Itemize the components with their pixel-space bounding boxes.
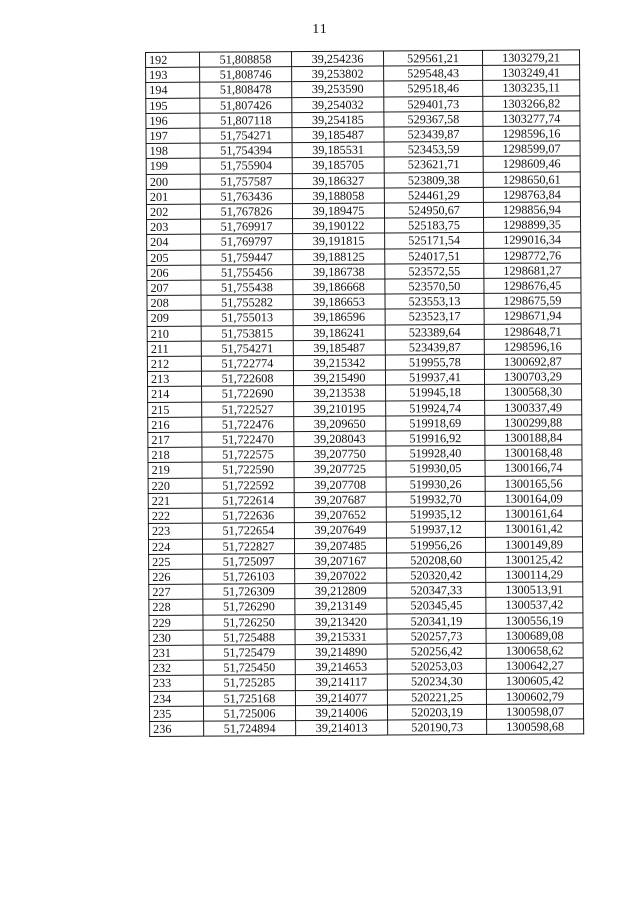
point-number-cell: 230: [149, 630, 203, 646]
point-number-cell: 223: [148, 523, 202, 539]
y-coordinate-cell: 1300598,68: [487, 719, 584, 735]
point-number-cell: 196: [146, 113, 200, 129]
y-coordinate-cell: 1303235,11: [483, 80, 580, 96]
longitude-cell: 39,213149: [295, 598, 387, 614]
y-coordinate-cell: 1298681,27: [484, 263, 581, 279]
x-coordinate-cell: 519937,41: [385, 370, 484, 386]
longitude-cell: 39,207725: [294, 462, 386, 478]
y-coordinate-cell: 1300556,19: [486, 612, 583, 628]
y-coordinate-cell: 1300299,88: [485, 415, 582, 431]
y-coordinate-cell: 1303279,21: [482, 50, 579, 66]
coordinates-table-body: [146, 50, 584, 737]
point-number-cell: 200: [146, 174, 200, 190]
y-coordinate-cell: 1298596,16: [484, 339, 581, 355]
longitude-cell: 39,186241: [293, 325, 385, 341]
point-number-cell: 234: [149, 691, 203, 707]
point-number-cell: 220: [148, 478, 202, 494]
longitude-cell: 39,186653: [293, 294, 385, 310]
longitude-cell: 39,185487: [293, 340, 385, 356]
latitude-cell: 51,722654: [202, 523, 294, 539]
y-coordinate-cell: 1298596,16: [483, 126, 580, 142]
x-coordinate-cell: 520203,19: [387, 704, 486, 720]
x-coordinate-cell: 524950,67: [384, 202, 483, 218]
point-number-cell: 194: [146, 83, 200, 99]
latitude-cell: 51,755438: [201, 280, 293, 296]
x-coordinate-cell: 525183,75: [385, 218, 484, 234]
longitude-cell: 39,186668: [293, 279, 385, 295]
longitude-cell: 39,186596: [293, 309, 385, 325]
y-coordinate-cell: 1300605,42: [486, 673, 583, 689]
point-number-cell: 205: [147, 250, 201, 266]
point-number-cell: 201: [146, 189, 200, 205]
latitude-cell: 51,755282: [201, 295, 293, 311]
x-coordinate-cell: 523572,55: [385, 263, 484, 279]
latitude-cell: 51,769917: [201, 219, 293, 235]
point-number-cell: 221: [148, 493, 202, 509]
longitude-cell: 39,254032: [292, 97, 384, 113]
x-coordinate-cell: 525171,54: [385, 233, 484, 249]
latitude-cell: 51,724894: [204, 721, 296, 737]
point-number-cell: 217: [148, 432, 202, 448]
x-coordinate-cell: 519956,26: [386, 537, 485, 553]
x-coordinate-cell: 523621,71: [384, 157, 483, 173]
longitude-cell: 39,254185: [292, 112, 384, 128]
point-number-cell: 225: [149, 554, 203, 570]
point-number-cell: 206: [147, 265, 201, 281]
point-number-cell: 215: [148, 402, 202, 418]
x-coordinate-cell: 519930,26: [386, 476, 485, 492]
latitude-cell: 51,808746: [200, 67, 292, 83]
x-coordinate-cell: 520253,03: [387, 659, 486, 675]
latitude-cell: 51,722592: [202, 477, 294, 493]
latitude-cell: 51,725006: [203, 705, 295, 721]
longitude-cell: 39,215490: [293, 370, 385, 386]
y-coordinate-cell: 1300692,87: [484, 354, 581, 370]
point-number-cell: 211: [147, 341, 201, 357]
x-coordinate-cell: 523439,87: [385, 339, 484, 355]
latitude-cell: 51,807426: [200, 97, 292, 113]
x-coordinate-cell: 520256,42: [387, 643, 486, 659]
x-coordinate-cell: 523809,38: [384, 172, 483, 188]
x-coordinate-cell: 523523,17: [385, 309, 484, 325]
longitude-cell: 39,207652: [294, 507, 386, 523]
y-coordinate-cell: 1300568,30: [485, 384, 582, 400]
latitude-cell: 51,807118: [200, 112, 292, 128]
x-coordinate-cell: 519937,12: [386, 522, 485, 538]
latitude-cell: 51,725450: [203, 660, 295, 676]
y-coordinate-cell: 1300188,84: [485, 430, 582, 446]
latitude-cell: 51,722470: [202, 432, 294, 448]
y-coordinate-cell: 1298609,46: [483, 156, 580, 172]
latitude-cell: 51,722636: [202, 508, 294, 524]
longitude-cell: 39,189475: [292, 203, 384, 219]
x-coordinate-cell: 519935,12: [386, 507, 485, 523]
point-number-cell: 199: [146, 159, 200, 175]
point-number-cell: 219: [148, 463, 202, 479]
longitude-cell: 39,214013: [296, 720, 388, 736]
point-number-cell: 216: [148, 417, 202, 433]
latitude-cell: 51,808858: [200, 52, 292, 68]
y-coordinate-cell: 1298763,84: [483, 187, 580, 203]
x-coordinate-cell: 519932,70: [386, 491, 485, 507]
point-number-cell: 226: [149, 569, 203, 585]
point-number-cell: 212: [147, 356, 201, 372]
longitude-cell: 39,190122: [293, 218, 385, 234]
point-number-cell: 207: [147, 280, 201, 296]
y-coordinate-cell: 1300337,49: [485, 400, 582, 416]
point-number-cell: 202: [146, 204, 200, 220]
point-number-cell: 210: [147, 326, 201, 342]
latitude-cell: 51,754271: [200, 128, 292, 144]
x-coordinate-cell: 529561,21: [383, 50, 482, 66]
x-coordinate-cell: 519916,92: [386, 431, 485, 447]
y-coordinate-cell: 1303277,74: [483, 111, 580, 127]
longitude-cell: 39,214117: [295, 674, 387, 690]
y-coordinate-cell: 1298772,76: [484, 247, 581, 263]
x-coordinate-cell: 520320,42: [387, 567, 486, 583]
longitude-cell: 39,208043: [294, 431, 386, 447]
x-coordinate-cell: 523389,64: [385, 324, 484, 340]
y-coordinate-cell: 1300602,79: [486, 688, 583, 704]
point-number-cell: 228: [149, 599, 203, 615]
point-number-cell: 198: [146, 143, 200, 159]
point-number-cell: 227: [149, 584, 203, 600]
latitude-cell: 51,769797: [201, 234, 293, 250]
point-number-cell: 222: [148, 508, 202, 524]
latitude-cell: 51,722608: [201, 371, 293, 387]
latitude-cell: 51,753815: [201, 325, 293, 341]
x-coordinate-cell: 519945,18: [386, 385, 485, 401]
point-number-cell: 209: [147, 311, 201, 327]
longitude-cell: 39,185705: [292, 157, 384, 173]
point-number-cell: 235: [149, 706, 203, 722]
longitude-cell: 39,185487: [292, 127, 384, 143]
latitude-cell: 51,725479: [203, 645, 295, 661]
page-number: 11: [312, 22, 328, 37]
y-coordinate-cell: 1298676,45: [484, 278, 581, 294]
latitude-cell: 51,722590: [202, 462, 294, 478]
point-number-cell: 208: [147, 295, 201, 311]
x-coordinate-cell: 520208,60: [387, 552, 486, 568]
point-number-cell: 218: [148, 447, 202, 463]
longitude-cell: 39,214890: [295, 644, 387, 660]
latitude-cell: 51,722575: [202, 447, 294, 463]
y-coordinate-cell: 1298675,59: [484, 293, 581, 309]
longitude-cell: 39,210195: [294, 401, 386, 417]
x-coordinate-cell: 523453,59: [384, 142, 483, 158]
table-row: [150, 719, 584, 737]
latitude-cell: 51,767826: [200, 204, 292, 220]
y-coordinate-cell: 1303249,41: [483, 65, 580, 81]
x-coordinate-cell: 523439,87: [384, 126, 483, 142]
x-coordinate-cell: 520345,45: [387, 598, 486, 614]
y-coordinate-cell: 1300703,29: [484, 369, 581, 385]
x-coordinate-cell: 520341,19: [387, 613, 486, 629]
x-coordinate-cell: 523570,50: [385, 278, 484, 294]
longitude-cell: 39,186327: [292, 173, 384, 189]
x-coordinate-cell: 519924,74: [386, 400, 485, 416]
latitude-cell: 51,755904: [200, 158, 292, 174]
latitude-cell: 51,726290: [203, 599, 295, 615]
longitude-cell: 39,253590: [292, 81, 384, 97]
latitude-cell: 51,726250: [203, 614, 295, 630]
longitude-cell: 39,207022: [295, 568, 387, 584]
longitude-cell: 39,209650: [294, 416, 386, 432]
y-coordinate-cell: 1298671,94: [484, 308, 581, 324]
longitude-cell: 39,214006: [295, 705, 387, 721]
longitude-cell: 39,214653: [295, 659, 387, 675]
x-coordinate-cell: 519918,69: [386, 415, 485, 431]
y-coordinate-cell: 1300125,42: [486, 552, 583, 568]
longitude-cell: 39,188058: [292, 188, 384, 204]
y-coordinate-cell: 1300168,48: [485, 445, 582, 461]
longitude-cell: 39,207485: [294, 538, 386, 554]
x-coordinate-cell: 529401,73: [384, 96, 483, 112]
y-coordinate-cell: 1300166,74: [485, 460, 582, 476]
y-coordinate-cell: 1298899,35: [484, 217, 581, 233]
latitude-cell: 51,722614: [202, 492, 294, 508]
latitude-cell: 51,725097: [203, 553, 295, 569]
latitude-cell: 51,726103: [203, 569, 295, 585]
latitude-cell: 51,759447: [201, 249, 293, 265]
longitude-cell: 39,215331: [295, 629, 387, 645]
point-number-cell: 195: [146, 98, 200, 114]
x-coordinate-cell: 520347,33: [387, 583, 486, 599]
y-coordinate-cell: 1303266,82: [483, 95, 580, 111]
x-coordinate-cell: 529367,58: [384, 111, 483, 127]
x-coordinate-cell: 524017,51: [385, 248, 484, 264]
latitude-cell: 51,722690: [202, 386, 294, 402]
y-coordinate-cell: 1298648,71: [484, 323, 581, 339]
x-coordinate-cell: 520257,73: [387, 628, 486, 644]
longitude-cell: 39,207708: [294, 477, 386, 493]
point-number-cell: 203: [147, 219, 201, 235]
point-number-cell: 236: [150, 721, 204, 737]
latitude-cell: 51,722774: [201, 356, 293, 372]
point-number-cell: 231: [149, 645, 203, 661]
longitude-cell: 39,213538: [294, 386, 386, 402]
y-coordinate-cell: 1300161,42: [485, 521, 582, 537]
longitude-cell: 39,207687: [294, 492, 386, 508]
point-number-cell: 204: [147, 235, 201, 251]
longitude-cell: 39,254236: [292, 51, 384, 67]
longitude-cell: 39,191815: [293, 233, 385, 249]
y-coordinate-cell: 1300642,27: [486, 658, 583, 674]
point-number-cell: 214: [148, 387, 202, 403]
longitude-cell: 39,253802: [292, 66, 384, 82]
y-coordinate-cell: 1300164,09: [485, 491, 582, 507]
x-coordinate-cell: 529548,43: [384, 66, 483, 82]
x-coordinate-cell: 520190,73: [388, 719, 487, 735]
longitude-cell: 39,214077: [295, 690, 387, 706]
latitude-cell: 51,726309: [203, 584, 295, 600]
latitude-cell: 51,725168: [203, 690, 295, 706]
point-number-cell: 213: [147, 371, 201, 387]
latitude-cell: 51,754394: [200, 143, 292, 159]
y-coordinate-cell: 1300537,42: [486, 597, 583, 613]
longitude-cell: 39,186738: [293, 264, 385, 280]
point-number-cell: 192: [146, 52, 200, 68]
latitude-cell: 51,755456: [201, 264, 293, 280]
latitude-cell: 51,808478: [200, 82, 292, 98]
latitude-cell: 51,757587: [200, 173, 292, 189]
y-coordinate-cell: 1298650,61: [483, 171, 580, 187]
longitude-cell: 39,185531: [292, 142, 384, 158]
point-number-cell: 224: [148, 539, 202, 555]
latitude-cell: 51,725285: [203, 675, 295, 691]
y-coordinate-cell: 1300689,08: [486, 628, 583, 644]
y-coordinate-cell: 1298856,94: [483, 202, 580, 218]
x-coordinate-cell: 524461,29: [384, 187, 483, 203]
y-coordinate-cell: 1300161,64: [485, 506, 582, 522]
point-number-cell: 229: [149, 615, 203, 631]
point-number-cell: 232: [149, 660, 203, 676]
point-number-cell: 197: [146, 128, 200, 144]
point-number-cell: 193: [146, 67, 200, 83]
x-coordinate-cell: 519928,40: [386, 446, 485, 462]
coordinates-table: [145, 49, 584, 737]
latitude-cell: 51,755013: [201, 310, 293, 326]
x-coordinate-cell: 519930,05: [386, 461, 485, 477]
latitude-cell: 51,722527: [202, 401, 294, 417]
point-number-cell: 233: [149, 675, 203, 691]
x-coordinate-cell: 523553,13: [385, 294, 484, 310]
longitude-cell: 39,215342: [293, 355, 385, 371]
longitude-cell: 39,188125: [293, 249, 385, 265]
latitude-cell: 51,763436: [200, 188, 292, 204]
y-coordinate-cell: 1300165,56: [485, 476, 582, 492]
y-coordinate-cell: 1300658,62: [486, 643, 583, 659]
x-coordinate-cell: 519955,78: [385, 354, 484, 370]
longitude-cell: 39,213420: [295, 614, 387, 630]
y-coordinate-cell: 1300114,29: [486, 567, 583, 583]
y-coordinate-cell: 1298599,07: [483, 141, 580, 157]
x-coordinate-cell: 520234,30: [387, 674, 486, 690]
y-coordinate-cell: 1299016,34: [484, 232, 581, 248]
latitude-cell: 51,722476: [202, 416, 294, 432]
latitude-cell: 51,725488: [203, 629, 295, 645]
y-coordinate-cell: 1300598,07: [486, 704, 583, 720]
y-coordinate-cell: 1300513,91: [486, 582, 583, 598]
latitude-cell: 51,754271: [201, 340, 293, 356]
y-coordinate-cell: 1300149,89: [485, 536, 582, 552]
longitude-cell: 39,207167: [295, 553, 387, 569]
x-coordinate-cell: 520221,25: [387, 689, 486, 705]
longitude-cell: 39,207750: [294, 446, 386, 462]
latitude-cell: 51,722827: [202, 538, 294, 554]
longitude-cell: 39,212809: [295, 583, 387, 599]
x-coordinate-cell: 529518,46: [384, 81, 483, 97]
longitude-cell: 39,207649: [294, 522, 386, 538]
